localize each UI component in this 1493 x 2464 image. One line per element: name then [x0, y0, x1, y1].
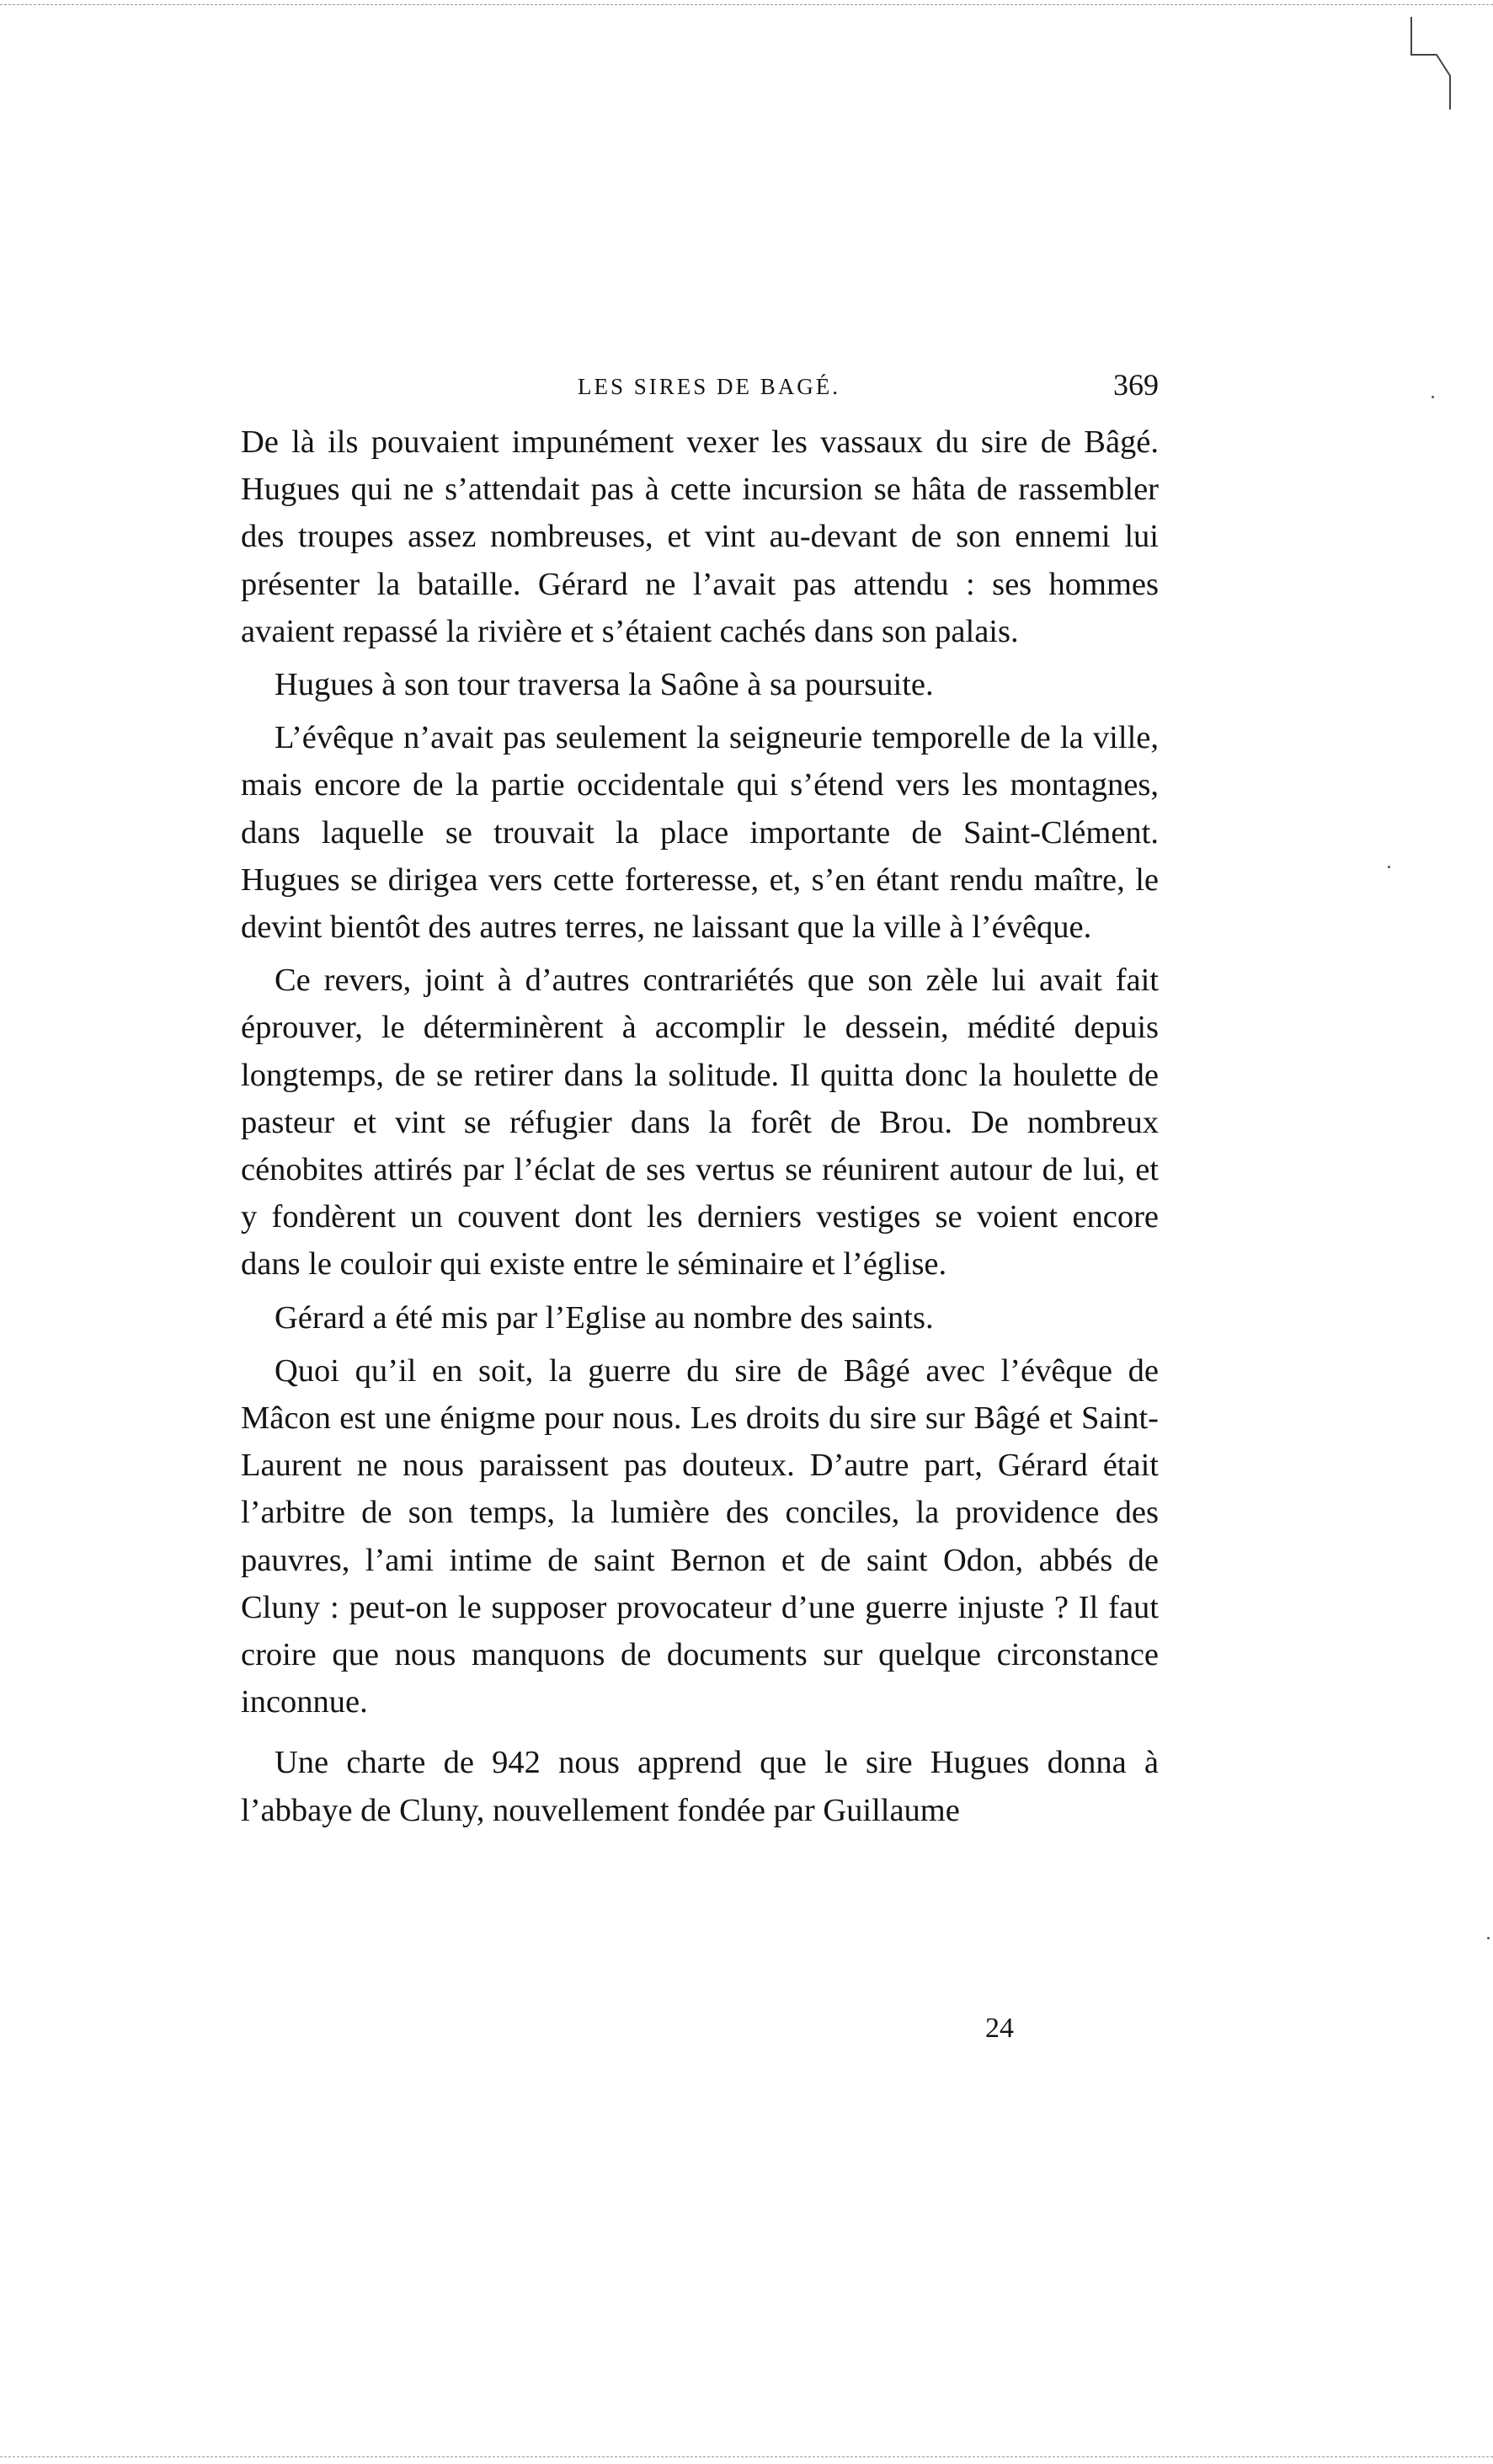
corner-crop-mark: [1406, 17, 1457, 109]
body-text: [241, 419, 1159, 1834]
scan-bottom-edge: [0, 2456, 1493, 2460]
page-header: [578, 367, 1159, 414]
paragraph: Quoi qu’il en soit, la guerre du sire de Bâgé avec l’évêque de Mâcon est une énigme pour nous. Les droits du sire sur Bâgé et Saint-Laurent ne nous paraissent pas douteux. D’autre part, Gérard était l’arbitre de son temps, la lumière des conciles, la providence des pauvres, l’ami intime de saint Bernon et de saint Odon, abbés de Cluny : peut-on le supposer provocateur d’une guerre injuste ? Il faut croire que nous manquons de documents sur quelque circonstance inconnue.: [241, 1352, 1159, 1720]
running-title: LES SIRES DE BAGÉ.: [578, 374, 841, 399]
signature-mark: 24: [985, 2013, 1014, 2044]
paragraph: Gérard a été mis par l’Eglise au nombre des saints.: [275, 1299, 934, 1336]
page-number: 369: [1113, 368, 1159, 402]
paragraph: Une charte de 942 nous apprend que le sire Hugues donna à l’abbaye de Cluny, nouvellement fondée par Guillaume: [241, 1745, 1159, 1828]
scan-top-edge: [0, 0, 1493, 5]
paragraph: De là ils pouvaient impunément vexer les vassaux du sire de Bâgé. Hugues qui ne s’attendait pas à cette incursion se hâta de rassembler des troupes assez nombreuses, et vint au-devant de son ennemi lui présenter la bataille. Gérard ne l’avait pas attendu : ses hommes avaient repassé la rivière et s’étaient cachés dans son palais.: [241, 424, 1159, 649]
paragraph: L’évêque n’avait pas seulement la seigneurie temporelle de la ville, mais encore de la partie occidentale qui s’étend vers les montagnes, dans laquelle se trouvait la place importante de Saint-Clément. Hugues se dirigea vers cette forteresse, et, s’en étant rendu maître, le devint bientôt des autres terres, ne laissant que la ville à l’évêque.: [241, 720, 1159, 946]
paragraph: Ce revers, joint à d’autres contrariétés que son zèle lui avait fait éprouver, le déterminèrent à accomplir le dessein, médité depuis longtemps, de se retirer dans la solitude. Il quitta donc la houlette de pasteur et vint se réfugier dans la forêt de Brou. De nombreux cénobites attirés par l’éclat de ses vertus se réunirent autour de lui, et y fondèrent un couvent dont les derniers vestiges se voient encore dans le couloir qui existe entre le séminaire et l’église.: [241, 963, 1159, 1283]
scan-speck: [1432, 396, 1434, 398]
scan-speck: [1388, 866, 1390, 868]
paragraph: Hugues à son tour traversa la Saône à sa poursuite.: [275, 667, 934, 703]
scan-speck: [1487, 1937, 1490, 1939]
